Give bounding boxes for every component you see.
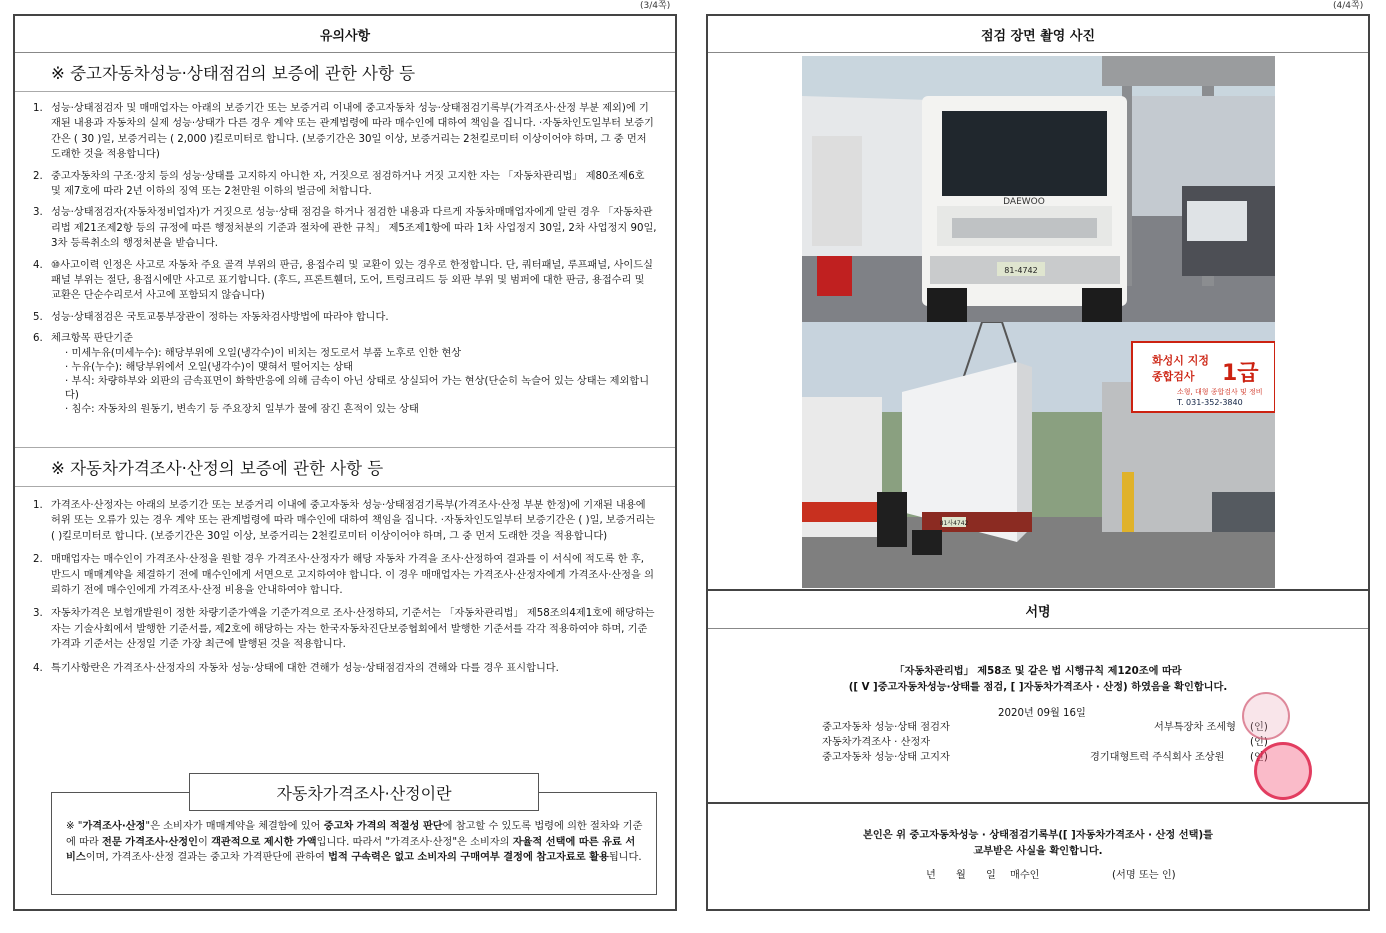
list-item: 2. 매매업자는 매수인이 가격조사·산정을 원할 경우 가격조사·산정자가 해당 자동차 가격을 조사·산정하여 결과를 이 서식에 적도록 한 후, 반드시 매매계약을 체결하기 전에 매수인에게 서면으로 고지하여야 합니다. 이 경우 매매업자는 가격조사·산정자에게 가격조사·산정을 의뢰하기 전에 매수인에게 가격조사·산정 비용을 안내하여야 합니다. [33, 554, 654, 597]
section-price-title: ※ 자동차가격조사·산정의 보증에 관한 사항 등 [15, 448, 675, 487]
criteria-item: · 누유(누수): 해당부위에서 오일(냉각수)이 맺혀서 떨어지는 상태 [65, 361, 354, 373]
buyer-confirm-2: 교부받은 사실을 확인합니다. [973, 846, 1103, 857]
inspector-label: 중고자동차 성능·상태 점검자 [822, 722, 950, 733]
notifier-label: 중고자동차 성능·상태 고지자 [822, 752, 950, 763]
list-item: 4. 특기사항란은 가격조사·산정자의 자동차 성능·상태에 대한 견해가 성능·상태점검자의 견해와 다를 경우 표시합니다. [33, 662, 559, 674]
notifier-seal: (인) [1250, 752, 1268, 763]
inspector-name: 서부특장차 조세형 [1154, 722, 1236, 733]
notifier-name: 경기대형트럭 주식회사 조상원 [1090, 752, 1225, 763]
section-performance-body [15, 92, 675, 448]
buyer-sign-field[interactable]: (서명 또는 인) [1112, 870, 1176, 881]
signature-divider [708, 802, 1368, 804]
signature-statement-2: ([ V ]중고자동차성능·상태를 점검, [ ]자동차가격조사 · 산정) 하였음을 확인합니다. [848, 682, 1228, 693]
notifier-stamp [1254, 742, 1312, 800]
list-item: 4. ⑩사고이력 인정은 사고로 자동차 주요 골격 부위의 판금, 용접수리 및 교환이 있는 경우로 한정합니다. 단, 쿼터패널, 루프패널, 사이드실패널 부위는 절단, 용접시에만 사고로 표기합니다. (후드, 프론트휀더, 도어, 트렁크리드 등 외판 부위 및 범퍼에 대한 판금, 용접수리 및 교환은 단순수리로서 사고에 포함되지 않습니다) [33, 259, 653, 302]
sign-line-3: 소형, 대형 종합검사 및 정비 [1177, 388, 1263, 396]
sign-big-label: 1급 [1222, 361, 1259, 386]
page-number-right: (4/4쪽) [1333, 1, 1364, 11]
inspector-seal: (인) [1250, 722, 1268, 733]
criteria-item: · 침수: 자동차의 원동기, 변속기 등 주요장치 일부가 물에 잠긴 흔적이 있는 상태 [65, 403, 419, 415]
front-inspection-photo [802, 56, 1275, 322]
price-info-box-title: 자동차가격조사·산정이란 [189, 773, 539, 811]
list-item: 3. 성능·상태점검자(자동차정비업자)가 거짓으로 성능·상태 점검을 하거나 점검한 내용과 다르게 자동차매매업자에게 알린 경우 「자동차관리법 제21조제2항 등의 규정에 따른 행정처분의 기준과 절차에 관한 규칙」 제5조제1항에 따라 1차 사업정지 30일, 2차 사업정지 90일, 3차 등록취소의 행정처분을 받습니다. [33, 207, 657, 250]
list-item: 1. 가격조사·산정자는 아래의 보증기간 또는 보증거리 이내에 중고자동차 성능·상태점검기록부(가격조사·산정 부분 한정)에 기재된 내용에 허위 또는 오류가 있는 경우 계약 또는 관계법령에 따라 매수인에 대하여 책임을 집니다. ·자동차인도일부터 보증기간은 ( )일, 보증거리는 ( )킬로미터로 합니다. (보증기간은 30일 이상, 보증거리는 2천킬로미터 이상이어야 하며, 그 중 먼저 도래한 것을 적용합니다) [33, 500, 656, 542]
appraiser-label: 자동차가격조사 · 산정자 [822, 737, 931, 748]
front-photo-image [802, 56, 1275, 322]
photo-bottom-divider [708, 589, 1368, 591]
criteria-item: · 부식: 차량하부와 외판의 금속표면이 화학반응에 의해 금속이 아닌 상태로 상실되어 가는 현상(단순히 녹슬어 있는 상태는 제외합니다) [65, 375, 650, 401]
list-item: 2. 중고자동차의 구조·장치 등의 성능·상태를 고지하지 아니한 자, 거짓으로 점검하거나 거짓 고지한 자는 「자동차관리법」 제80조제6호 및 제7호에 따라 2년 이하의 징역 또는 2천만원 이하의 벌금에 처합니다. [33, 170, 645, 198]
photo-header: 점검 장면 촬영 사진 [708, 16, 1368, 53]
buyer-year: 년 [926, 870, 936, 881]
truck-brand-label: DAEWOO [1003, 197, 1045, 207]
price-info-box: ※ "가격조사·산정"은 소비자가 매매계약을 체결함에 있어 중고차 가격의 적절성 판단에 참고할 수 있도록 법령에 의한 절차와 기준에 따라 전문 가격조사·산정인이 객관적으로 제시한 가액입니다. 따라서 "가격조사·산정"은 소비자의 자율적 선택에 따른 유료 서비스이며, 가격조사·산정 결과는 중고차 가격판단에 관하여 법적 구속력은 없고 소비자의 구매여부 결정에 참고자료로 활용됩니다. [51, 792, 657, 895]
inspector-stamp [1242, 692, 1290, 740]
appraiser-seal: (인) [1250, 737, 1268, 748]
sign-line-1: 화성시 지정 [1152, 354, 1209, 367]
rear-license-plate: 81사4742 [939, 520, 969, 527]
rear-photo-image [802, 322, 1275, 588]
signature-date: 2020년 09월 16일 [998, 708, 1086, 719]
sign-phone: T. 031-352-3840 [1177, 398, 1243, 407]
photo-signature-panel [706, 14, 1370, 911]
notice-header: 유의사항 [15, 16, 675, 53]
section-performance-title: ※ 중고자동차성능·상태점검의 보증에 관한 사항 등 [15, 53, 675, 92]
section-price-body [15, 487, 675, 676]
buyer-month: 월 [956, 870, 966, 881]
rear-inspection-photo [802, 322, 1275, 588]
list-item: 3. 자동차가격은 보험개발원이 정한 차량기준가액을 기준가격으로 조사·산정하되, 기준서는 「자동차관리법」 제58조의4제1호에 해당하는 자는 기술사회에서 발행한 기준서를, 제2호에 해당하는 자는 한국자동차진단보증협회에서 발행한 기준서를 각각 적용하여야 하며, 기준가격과 기준서는 산정일 기준 가장 최근에 발행된 것을 적용합니다. [33, 608, 655, 651]
notice-panel [13, 14, 677, 911]
list-item: 6. 체크항목 판단기준 [33, 333, 133, 345]
signature-header: 서명 [708, 592, 1368, 629]
buyer-day: 일 [986, 870, 996, 881]
list-item: 1. 성능·상태점검자 및 매매업자는 아래의 보증기간 또는 보증거리 이내에 중고자동차 성능·상태점검기록부(가격조사·산정 부분 제외)에 기재된 내용과 자동차의 실제 성능·상태가 다른 경우 계약 또는 관계법령에 따라 매수인에 대하여 책임을 집니다. ·자동차인도일부터 보증기간은 ( 30 )일, 보증거리는 ( 2,000 )킬로미터로 합니다. (보증기간은 30일 이상, 보증거리는 2천킬로미터 이상이어야 하며, 그 중 먼저 도래한 것을 적용합니다) [33, 103, 654, 161]
buyer-role: 매수인 [1010, 870, 1040, 881]
page-number-left: (3/4쪽) [640, 1, 671, 11]
signature-statement-1: 「자동차관리법」 제58조 및 같은 법 시행규칙 제120조에 따라 [894, 666, 1182, 677]
buyer-confirm-1: 본인은 위 중고자동차성능 · 상태점검기록부([ ]자동차가격조사 · 산정 선택)를 [863, 830, 1213, 841]
criteria-item: · 미세누유(미세누수): 해당부위에 오일(냉각수)이 비치는 정도로서 부품 노후로 인한 현상 [65, 347, 462, 359]
price-items [15, 498, 675, 676]
sign-line-2: 종합검사 [1152, 370, 1195, 383]
list-item: 5. 성능·상태점검은 국토교통부장관이 정하는 자동차검사방법에 따라야 합니다. [33, 311, 389, 323]
performance-items [15, 101, 675, 347]
front-license-plate: 81-4742 [1004, 266, 1038, 275]
